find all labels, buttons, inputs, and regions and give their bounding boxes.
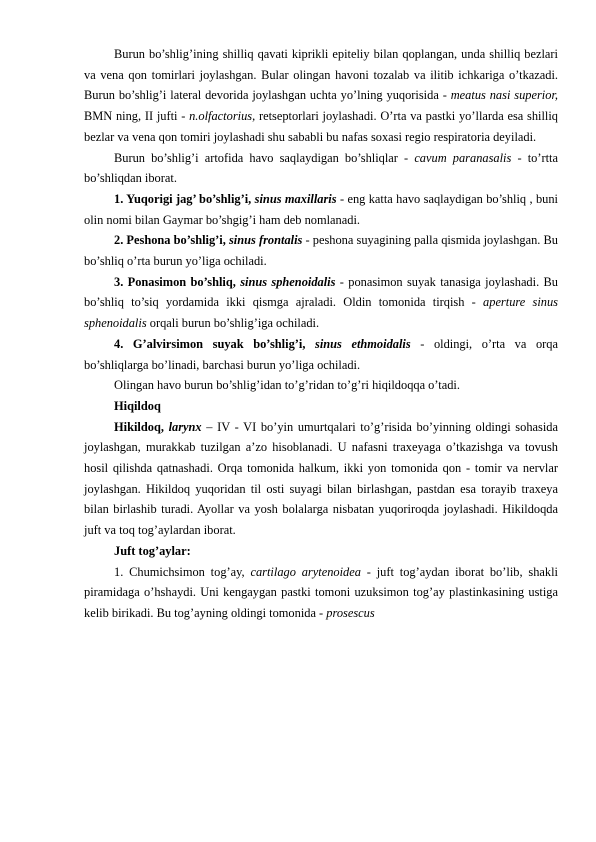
latin-term: sinus ethmoidalis <box>315 336 411 351</box>
item-lead: 3. Ponasimon bo’shliq, <box>114 274 236 289</box>
document-page <box>84 44 558 624</box>
latin-term: sinus maxillaris <box>254 191 337 206</box>
section-heading-larynx: Hiqildoq <box>114 398 161 413</box>
item-lead: Hikildoq, <box>114 419 164 434</box>
paragraph-paranasal: Burun bo’shlig’i artofida havo saqlaydigan bo’shliqlar - cavum paranasalis - to’rtta bo’shliqdan iborat. <box>84 150 558 186</box>
latin-term: aperture sinus sphenoidalis <box>84 295 558 331</box>
paragraph-frontal: 2. Peshona bo’shlig’i, sinus frontalis - peshona suyagining palla qismida joylashgan. Bu bo’shliq o’rta burun yo’liga ochiladi. <box>84 233 558 269</box>
paragraph-ethmoidal: 4. G’alvirsimon suyak bo’shlig’i, sinus ethmoidalis - oldingi, o’rta va orqa bo’shliqlarga bo’linadi, barchasi burun yo’liga ochiladi. <box>84 336 558 372</box>
paragraph-maxillary: 1. Yuqorigi jag’ bo’shlig’i, sinus maxillaris - eng katta havo saqlaydigan bo’shliq , buni olin nomi bilan Gaymar bo’shgig’i ham deb nomlanadi. <box>84 191 559 227</box>
paragraph-mucosa: Burun bo’shlig’ining shilliq qavati kiprikli epiteliy bilan qoplangan, unda shilliq bezlari va vena qon tomirlari joylashgan. Bular olingan havoni tozalab va ilitib ichkariga o’tkazadi. Burun bo’shlig’i lateral devorida joylashgan uchta yo’lning yuqorisida - meatus nasi superior, BMN ning, II jufti - n.olfactorius, retseptorlari joylashadi. O’rta va pastki yo’llarda esa shilliq bezlar va vena qon tomiri joylashadi shu sababli bu nafas soxasi regio respiratoria deyiladi. <box>84 47 558 144</box>
latin-term: meatus nasi superior, <box>450 88 558 103</box>
paragraph-sphenoidal: 3. Ponasimon bo’shliq, sinus sphenoidalis - ponasimon suyak tanasiga joylashadi. Bu bo’shliq to’siq yordamida ikki qismga ajraladi. Oldin tomonida tirqish - aperture sinus sphenoidalis orqali burun bo’shlig’iga ochiladi. <box>84 274 558 331</box>
latin-term: prosescus <box>326 605 375 620</box>
latin-term: sinus frontalis <box>228 233 303 248</box>
item-lead: 2. Peshona bo’shlig’i, <box>114 233 226 248</box>
latin-term: sinus sphenoidalis <box>240 274 336 289</box>
item-lead: 4. G’alvirsimon suyak bo’shlig’i, <box>114 336 306 351</box>
paragraph-air-flow: Olingan havo burun bo’shlig’idan to’g’ridan to’g’ri hiqildoqqa o’tadi. <box>114 378 460 393</box>
latin-term: cavum paranasalis <box>414 150 512 165</box>
paragraph-arytenoid: 1. Chumichsimon tog’ay, cartilago arytenoidea - juft tog’aydan iborat bo’lib, shakli piramidaga o’hshaydi. Uni kengaygan pastki tomoni uzuksimon tog’ay plastinkasining ustiga kelib birikadi. Bu tog’ayning oldingi tomonida - prosescus <box>84 564 558 620</box>
latin-term: larynx <box>168 419 202 434</box>
paragraph-larynx: Hikildoq, larynx – IV - VI bo’yin umurtqalari to’g’risida bo’yinning oldingi sohasida joylashgan, murakkab tuzilgan a’zo hisoblanadi. U nafasni traxeyaga o’tkazishga va tovush hosil qilishda qatnashadi. Orqa tomonida halkum, ikki yon tomonida qon - tomir va nervlar joylashgan. Hikildoq yuqoridan til osti suyagi bilan birlashgan, pastdan esa torayib traxeya bilan birlashib turadi. Ayollar va yosh bolalarga nisbatan yuqoriroqda joylashadi. Hikildoqda juft va toq tog’aylardan iborat. <box>84 419 558 538</box>
section-heading-paired-cartilages: Juft tog’aylar: <box>114 543 191 558</box>
item-lead: 1. Yuqorigi jag’ bo’shlig’i, <box>114 191 252 206</box>
latin-term: n.olfactorius, <box>189 109 256 124</box>
latin-term: cartilago arytenoidea <box>250 564 361 579</box>
